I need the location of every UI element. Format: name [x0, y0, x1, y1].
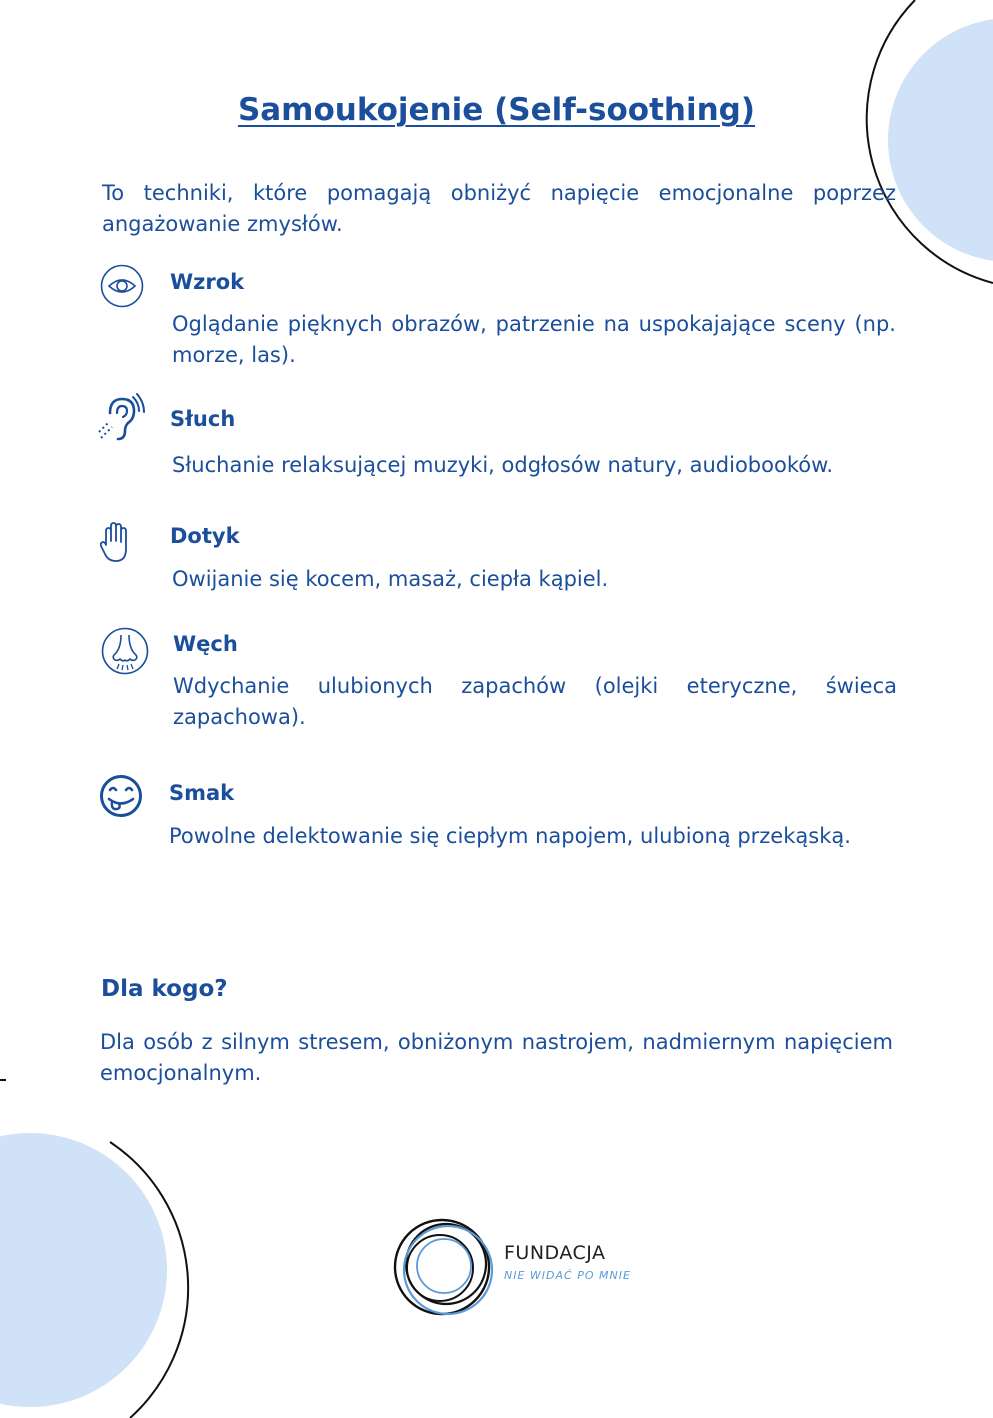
sense-description: Oglądanie pięknych obrazów, patrzenie na uspokajające sceny (np. morze, las).	[172, 312, 896, 367]
sense-description: Owijanie się kocem, masaż, ciepła kąpiel.	[172, 567, 609, 591]
sense-title: Dotyk	[170, 524, 240, 548]
ear-icon	[98, 393, 146, 445]
for-whom-text: Dla osób z silnym stresem, obniżonym nastrojem, nadmiernym napięciem emocjonalnym.	[100, 1030, 893, 1085]
sense-title: Wzrok	[170, 270, 245, 294]
sense-title: Smak	[169, 781, 235, 805]
logo-tagline: NIE WIDAĆ PO MNIE	[504, 1269, 631, 1282]
for-whom-heading: Dla kogo?	[101, 976, 228, 1002]
sense-title: Węch	[173, 632, 238, 656]
eye-icon	[100, 264, 144, 308]
foundation-logo	[390, 1212, 650, 1322]
sense-description: Wdychanie ulubionych zapachów (olejki eteryczne, świeca zapachowa).	[173, 674, 897, 729]
nose-icon	[100, 627, 150, 675]
intro-text: To techniki, które pomagają obniżyć napięcie emocjonalne poprzez angażowanie zmysłów.	[102, 181, 896, 236]
logo-rings-icon	[390, 1212, 500, 1322]
page-title: Samoukojenie (Self-soothing)	[237, 92, 756, 128]
sense-title: Słuch	[170, 407, 236, 431]
tongue-face-icon	[99, 774, 143, 818]
logo-name: FUNDACJA	[504, 1242, 606, 1264]
hand-icon	[100, 521, 132, 563]
sense-description: Słuchanie relaksującej muzyki, odgłosów natury, audiobooków.	[172, 453, 834, 477]
sense-description: Powolne delektowanie się ciepłym napojem, ulubioną przekąską.	[169, 824, 851, 848]
